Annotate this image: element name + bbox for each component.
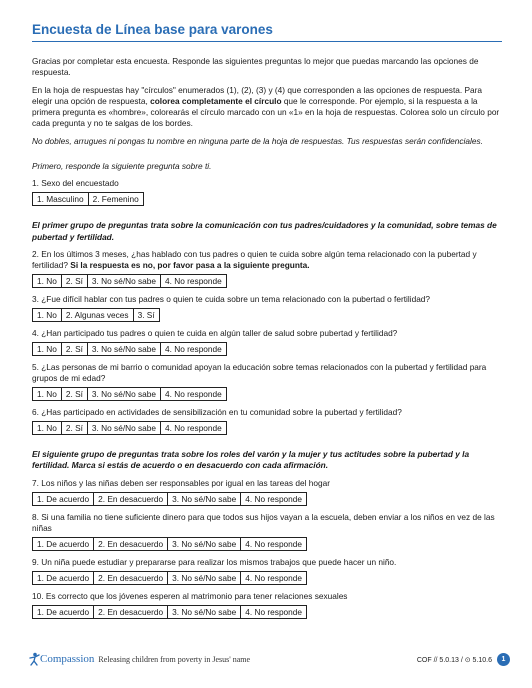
option[interactable]: 3. No sé/No sabe [168, 492, 241, 505]
intro-paragraph-2: En la hoja de respuestas hay "círculos" enumerados (1), (2), (3) y (4) que corresponden a las opciones de respuesta. Para elegir una opción de respuesta, colorea completamente el círculo que le corresponde. Por ejemplo, si la respuesta a la primera pregunta es «hombre», colorearás el círculo marcado con un «1» en la hoja de respuestas. Colorea solo un círculo por cada pregunta y no te salgas de los bordes. [32, 84, 500, 129]
option[interactable]: 4. No responde [241, 605, 307, 618]
question-5: 5. ¿Las personas de mi barrio o comunidad apoyan la educación sobre temas relacionados con la pubertad y fertilidad para grupos de mi edad? [32, 361, 487, 383]
question-6-options [32, 421, 227, 435]
question-2: 2. En los últimos 3 meses, ¿has hablado con tus padres o quien te cuida sobre algún tema relacionado con la pubertad y fertilidad? Si la respuesta es no, por favor pasa a la siguiente pregunta. [32, 248, 477, 270]
question-4: 4. ¿Han participado tus padres o quien te cuida en algún taller de salud sobre pubertad y fertilidad? [32, 327, 398, 338]
option[interactable]: 2. Algunas veces [61, 308, 133, 321]
option[interactable]: 3. Sí [133, 308, 159, 321]
option[interactable]: 3. No sé/No sabe [168, 537, 241, 550]
option[interactable]: 2. Sí [61, 421, 87, 434]
question-3: 3. ¿Fue difícil hablar con tus padres o quien te cuida sobre un tema relacionado con la pubertad o fertilidad? [32, 293, 431, 304]
option[interactable]: 1. De acuerdo [33, 605, 94, 618]
question-1: 1. Sexo del encuestado [32, 178, 119, 189]
option[interactable]: 2. En desacuerdo [94, 492, 168, 505]
document-code: COF // 5.0.13 / ⊙ 5.10.6 [416, 657, 492, 664]
option[interactable]: 3. No sé/No sabe [87, 274, 160, 287]
option[interactable]: 1. No [33, 308, 62, 321]
question-3-options [32, 308, 160, 322]
option[interactable]: 4. No responde [161, 421, 227, 434]
question-10-options [32, 605, 307, 619]
option[interactable]: 3. No sé/No sabe [87, 421, 160, 434]
title-divider [32, 41, 502, 42]
figure-icon [28, 652, 40, 666]
option[interactable]: 4. No responde [241, 571, 307, 584]
option[interactable]: 4. No responde [161, 342, 227, 355]
section-2-heading: El siguiente grupo de preguntas trata sobre los roles del varón y la mujer y tus actitudes sobre la pubertad y la fertilidad. Marca si estás de acuerdo o en desacuerdo con cada afirmación. [32, 448, 470, 471]
question-8-options [32, 537, 307, 551]
question-9-options [32, 571, 307, 585]
option[interactable]: 4. No responde [161, 387, 227, 400]
option[interactable]: 3. No sé/No sabe [168, 605, 241, 618]
intro-paragraph-1: Gracias por completar esta encuesta. Responde las siguientes preguntas lo mejor que puedas marcando las opciones de respuesta. [32, 56, 479, 78]
option[interactable]: 3. No sé/No sabe [168, 571, 241, 584]
option[interactable]: 4. No responde [241, 537, 307, 550]
question-6: 6. ¿Has participado en actividades de sensibilización en tu comunidad sobre la pubertad y fertilidad? [32, 406, 402, 417]
option[interactable]: 1. No [33, 342, 62, 355]
option[interactable]: 3. No sé/No sabe [87, 387, 160, 400]
compassion-logo [28, 652, 250, 666]
question-10: 10. Es correcto que los jóvenes esperen al matrimonio para tener relaciones sexuales [32, 590, 348, 601]
intro-paragraph-3: No dobles, arrugues ni pongas tu nombre en ninguna parte de la hoja de respuestas. Tus respuestas serán confidenciales. [32, 135, 483, 146]
section-1-heading: El primer grupo de preguntas trata sobre la comunicación con tus padres/cuidadores y la comunidad, sobre temas de pubertad y fertilidad. [32, 220, 497, 242]
logo-tagline: Releasing children from poverty in Jesus' name [98, 654, 251, 664]
option[interactable]: 1. No [33, 421, 62, 434]
question-4-options [32, 342, 227, 356]
option[interactable]: 2. En desacuerdo [94, 537, 168, 550]
option[interactable]: 2. En desacuerdo [94, 571, 168, 584]
option[interactable]: 2. Sí [61, 342, 87, 355]
option[interactable]: 2. En desacuerdo [94, 605, 168, 618]
question-1-options [32, 192, 144, 206]
question-9: 9. Un niña puede estudiar y prepararse para realizar los mismos trabajos que puede hacer un niño. [32, 556, 397, 567]
option[interactable]: 2. Sí [61, 387, 87, 400]
option[interactable]: 1. De acuerdo [33, 571, 94, 584]
survey-page [32, 22, 502, 625]
question-8: 8. Si una familia no tiene suficiente dinero para que todos sus hijos vayan a la escuela, deben enviar a los niños en vez de las niñas [32, 511, 495, 533]
question-7-options [32, 492, 307, 506]
option[interactable]: 1. No [33, 387, 62, 400]
option[interactable]: 4. No responde [241, 492, 307, 505]
option[interactable]: 3. No sé/No sabe [87, 342, 160, 355]
page-title: Encuesta de Línea base para varones [32, 22, 273, 37]
option[interactable]: 1. Masculino [33, 193, 89, 206]
option[interactable]: 2. Sí [61, 274, 87, 287]
page-footer [28, 652, 510, 674]
option[interactable]: 2. Femenino [88, 193, 143, 206]
option[interactable]: 4. No responde [161, 274, 227, 287]
question-2-options [32, 274, 227, 288]
logo-wordmark: Compassion [40, 653, 95, 665]
intro-paragraph-4: Primero, responde la siguiente pregunta sobre ti. [32, 161, 212, 172]
option[interactable]: 1. De acuerdo [33, 537, 94, 550]
page-number-badge: 1 [497, 653, 510, 666]
option[interactable]: 1. No [33, 274, 62, 287]
option[interactable]: 1. De acuerdo [33, 492, 94, 505]
question-7: 7. Los niños y las niñas deben ser responsables por igual en las tareas del hogar [32, 477, 330, 488]
question-5-options [32, 387, 227, 401]
